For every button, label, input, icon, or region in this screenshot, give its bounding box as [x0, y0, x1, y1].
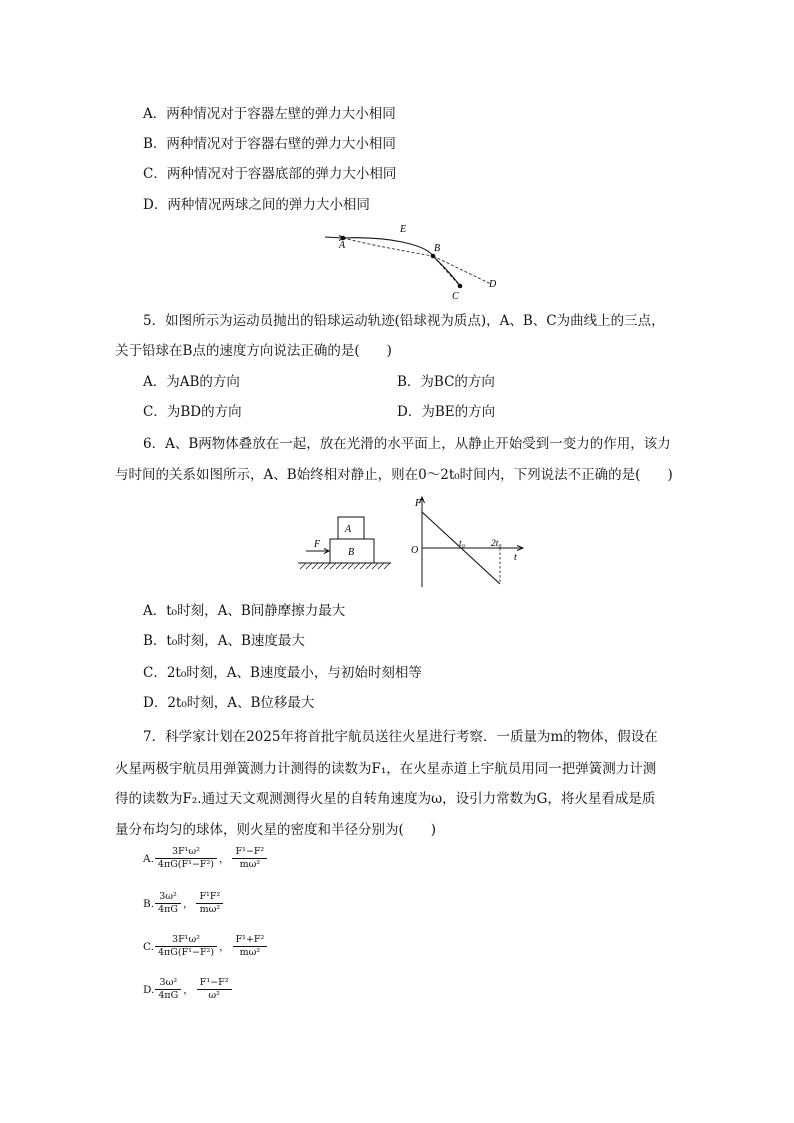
- q5-stem-line2: 关于铅球在B点的速度方向说法正确的是( ): [115, 343, 392, 359]
- q6-stem-line2: 与时间的关系如图所示，A、B始终相对静止，则在0～2t₀时间内，下列说法不正确的是( ): [115, 467, 673, 483]
- block-b-label: B: [348, 547, 355, 558]
- label-b: B: [434, 243, 441, 254]
- q6-blocks-figure: [296, 510, 396, 576]
- q5-stem-line1: 5．如图所示为运动员抛出的铅球运动轨迹(铅球视为质点)，A、B、C为曲线上的三点，: [143, 313, 665, 329]
- block-a-label: A: [345, 524, 352, 535]
- q6-option-a: A．t₀时刻，A、B间静摩擦力最大: [143, 603, 346, 619]
- q7-stem-line2: 火星两极宇航员用弹簧测力计测得的读数为F₁，在火星赤道上宇航员用同一把弹簧测力计测: [115, 761, 657, 777]
- q5-trajectory-figure: [315, 218, 515, 306]
- q7-option-b: B. $\frac{\text{3ω²}}{4\pi G}$ ， $\frac{\text{F¹F²}}{\text{mω²}}$: [143, 891, 223, 916]
- q7-option-c: C. $\frac{\text{3F¹ω²}}{\text{4πG(F¹−F²)}}$ ， $\frac{\text{F¹+F²}}{\text{mω²}}$: [143, 934, 267, 959]
- q7-stem-line1: 7．科学家计划在2025年将首批宇航员送往火星进行考察．一质量为m的物体，假设在: [143, 729, 658, 745]
- q4-option-a: A．两种情况对于容器左壁的弹力大小相同: [143, 106, 396, 122]
- q7-option-b-label: B.: [143, 897, 155, 910]
- label-c: C: [452, 291, 459, 302]
- trajectory-arrow: [325, 237, 343, 238]
- label-a: A: [339, 240, 346, 251]
- q7-option-c-label: C.: [143, 940, 154, 953]
- ground-hatching: [300, 563, 390, 569]
- tick-t0: t₀: [459, 539, 465, 549]
- q7-option-a: A. $\frac{\text{3F¹ω²}}{\text{4πG(F¹−F²)}}$ ， $\frac{\text{F¹−F²}}{\text{mω²}}$: [143, 846, 267, 871]
- q5-option-a: A．为AB的方向: [143, 374, 240, 390]
- point-b: [431, 254, 436, 259]
- q7-option-a-density: $\frac{\text{3F¹ω²}}{\text{4πG(F¹−F²)}}$: [155, 846, 217, 871]
- q6-option-c: C．2t₀时刻，A、B速度最小，与初始时刻相等: [143, 665, 422, 681]
- q7-option-d-radius: $\frac{\text{F¹−F²}}{\text{ω²}}$: [197, 977, 232, 1002]
- q7-option-a-radius: $\frac{\text{F¹−F²}}{\text{mω²}}$: [232, 846, 267, 871]
- tick-2t0: 2t₀: [491, 539, 502, 549]
- q7-option-d-density: $\frac{\text{3ω²}}{4\pi G}$: [155, 977, 181, 1002]
- trajectory-curve: [343, 238, 460, 286]
- q5-option-d: D．为BE的方向: [397, 404, 496, 420]
- q6-force-time-graph: [407, 492, 532, 592]
- q7-option-b-density: $\frac{\text{3ω²}}{4\pi G}$: [155, 891, 181, 916]
- force-label: F: [314, 539, 321, 550]
- graph-y-label: F: [415, 498, 422, 509]
- point-c: [458, 284, 463, 289]
- graph-x-label: t: [514, 552, 517, 563]
- q7-stem-line4: 量分布均匀的球体，则火星的密度和半径分别为( ): [115, 822, 437, 838]
- graph-origin-label: O: [411, 545, 419, 556]
- tangent-bd: [433, 256, 491, 284]
- q7-option-a-label: A.: [143, 852, 154, 865]
- q4-option-b: B．两种情况对于容器右壁的弹力大小相同: [143, 136, 396, 152]
- q4-option-d: D．两种情况两球之间的弹力大小相同: [143, 197, 370, 213]
- q5-option-b: B．为BC的方向: [397, 374, 495, 390]
- label-e: E: [400, 224, 407, 235]
- q7-option-c-radius: $\frac{\text{F¹+F²}}{\text{mω²}}$: [233, 934, 268, 959]
- q7-stem-line3: 得的读数为F₂.通过天文观测测得火星的自转角速度为ω，设引力常数为G，将火星看成是质: [115, 791, 656, 807]
- q7-option-d: D. $\frac{\text{3ω²}}{4\pi G}$ ， $\frac{\text{F¹−F²}}{\text{ω²}}$: [143, 977, 232, 1002]
- q6-stem-line1: 6．A、B两物体叠放在一起，放在光滑的水平面上，从静止开始受到一变力的作用，该力: [143, 436, 671, 452]
- q6-option-b: B．t₀时刻，A、B速度最大: [143, 633, 305, 649]
- q7-option-c-density: $\frac{\text{3F¹ω²}}{\text{4πG(F¹−F²)}}$: [155, 934, 217, 959]
- q7-option-d-label: D.: [143, 983, 155, 996]
- label-d: D: [489, 279, 497, 290]
- q5-option-c: C．为BD的方向: [143, 404, 242, 420]
- q4-option-c: C．两种情况对于容器底部的弹力大小相同: [143, 166, 397, 182]
- q6-option-d: D．2t₀时刻，A、B位移最大: [143, 695, 315, 711]
- q7-option-b-radius: $\frac{\text{F¹F²}}{\text{mω²}}$: [196, 891, 223, 916]
